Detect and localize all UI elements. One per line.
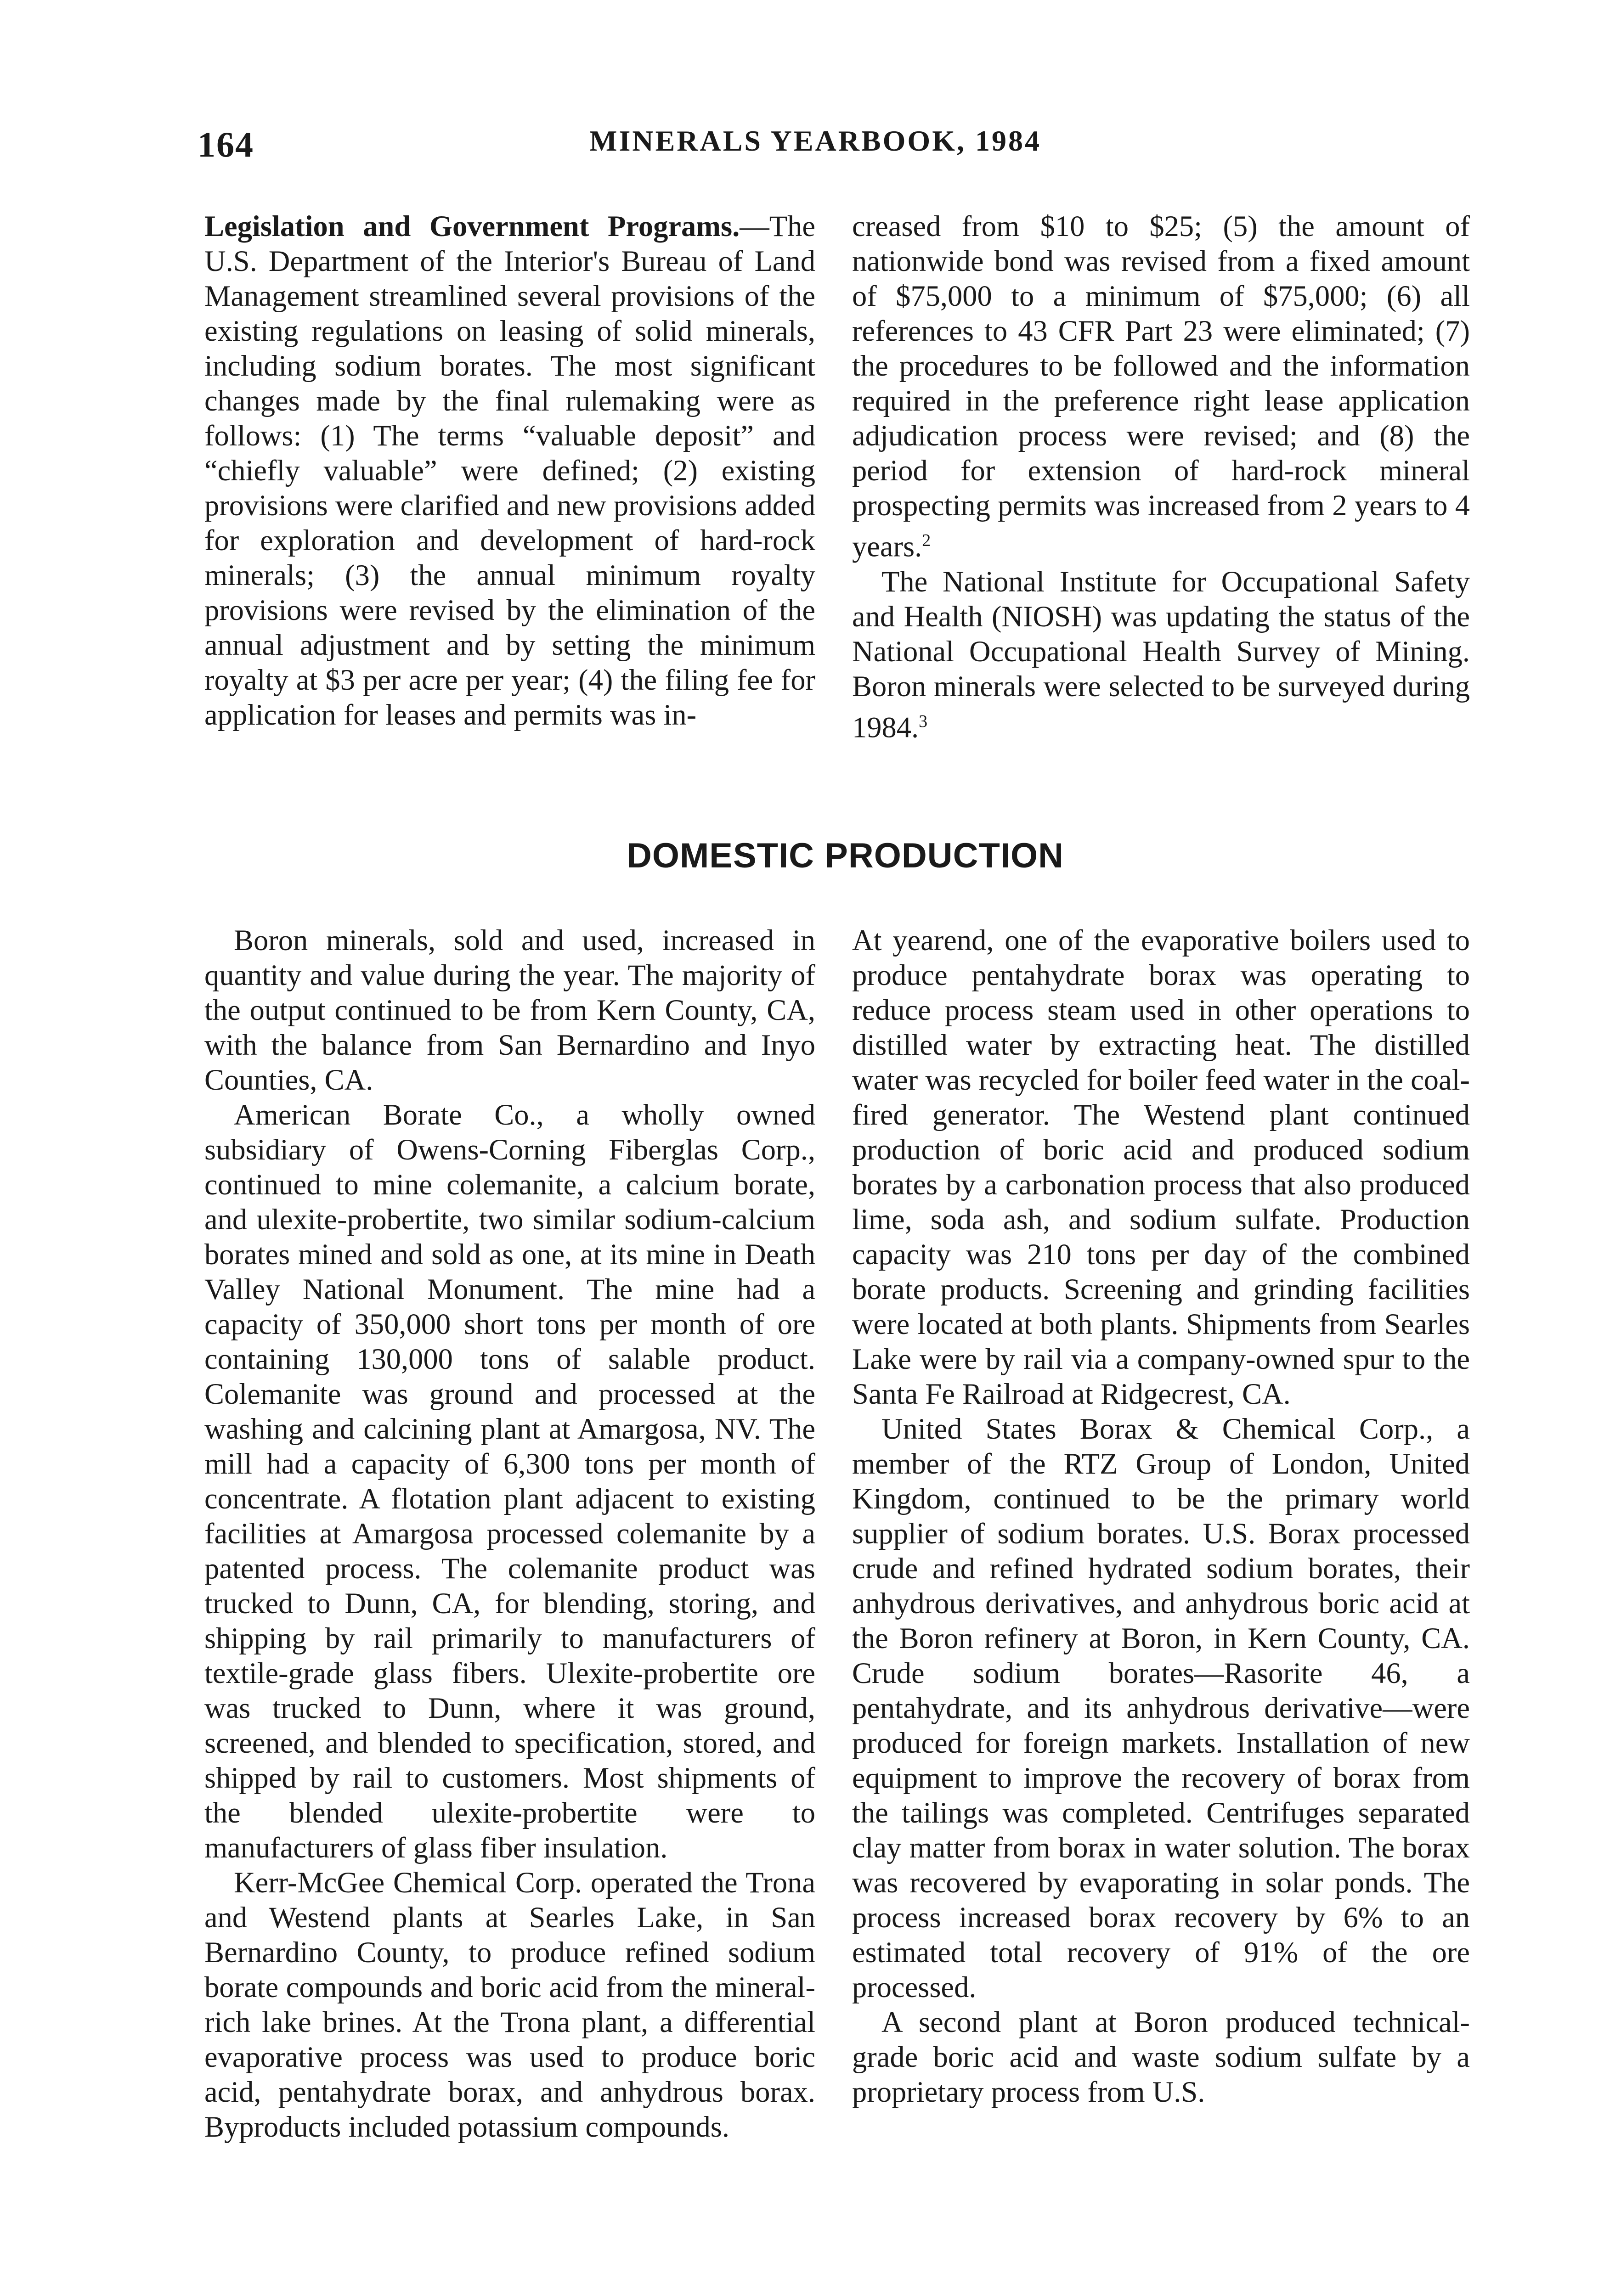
- paragraph-us-borax: United States Borax & Chemical Corp., a member of the RTZ Group of London, United Kingdom, continued to be the primary world supplier of sodium borates. U.S. Borax processed crude and refined hydrated sodium borates, their anhydrous derivatives, and anhydrous boric acid at the Boron refinery at Boron, in Kern County, CA. Crude sodium borates—Rasorite 46, a pentahydrate, and its anhydrous derivative—were produced for foreign markets. Installation of new equipment to improve the recovery of borax from the tailings was completed. Centrifuges separated clay matter from borax in water solution. The borax was recovered by evaporating in solar ponds. The process increased borax recovery by 6% to an estimated total recovery of 91% of the ore processed.: [852, 1412, 1470, 2003]
- legislation-paragraph-part2: [852, 209, 1470, 564]
- niosh-paragraph: [852, 564, 1470, 745]
- paragraph-american-borate: American Borate Co., a wholly owned subsidiary of Owens-Corning Fiberglas Corp., continued to mine colemanite, a calcium borate, and ulexite-probertite, two similar sodium-calcium borates mined and sold as one, at its mine in Death Valley National Monument. The mine had a capacity of 350,000 short tons per month of ore containing 130,000 tons of salable product. Colemanite was ground and processed at the washing and calcining plant at Amargosa, NV. The mill had a capacity of 6,300 tons per month of concentrate. A flotation plant adjacent to existing facilities at Amargosa processed colemanite by a patented process. The colemanite product was trucked to Dunn, CA, for blending, storing, and shipping by rail primarily to manufacturers of textile-grade glass fibers. Ulexite-probertite ore was trucked to Dunn, where it was ground, screened, and blended to specification, stored, and shipped by rail to customers. Most shipments of the blended ulexite-probertite were to manufacturers of glass fiber insulation.: [204, 1098, 815, 1864]
- running-header: [198, 124, 1378, 170]
- section-heading-domestic-production: DOMESTIC PRODUCTION: [626, 836, 1064, 875]
- legislation-text-part2: creased from $10 to $25; (5) the amount of nationwide bond was revised from a fixed amount of $75,000 to a minimum of $75,000; (6) all references to 43 CFR Part 23 were eliminated; (7) the procedures to be followed and the information required in the preference right lease application adjudication process were revised; and (8) the period for extension of hard-rock mineral prospecting permits was increased from 2 years to 4 years.: [852, 210, 1470, 563]
- legislation-column-left: [204, 209, 815, 732]
- paragraph-kerr-mcgee-part1: Kerr-McGee Chemical Corp. operated the Trona and Westend plants at Searles Lake, in San Bernardino County, to produce refined sodium borate compounds and boric acid from the mineral-rich lake brines. At the Trona plant, a differential evaporative process was used to produce boric acid, pentahydrate borax, and anhydrous borax. Byproducts included potassium compounds.: [204, 1866, 815, 2143]
- domestic-column-left: [204, 923, 815, 2144]
- niosh-text: The National Institute for Occupational Safety and Health (NIOSH) was updating the status of the National Occupational Health Survey of Mining. Boron minerals were selected to be surveyed during 1984.: [852, 565, 1470, 743]
- footnote-ref-3: 3: [919, 711, 928, 731]
- paragraph-second-plant: A second plant at Boron produced technical-grade boric acid and waste sodium sulfate by a proprietary process from U.S.: [852, 2006, 1470, 2108]
- legislation-heading: Legislation and Government Programs.: [204, 210, 740, 242]
- paragraph-kerr-mcgee-part2: At yearend, one of the evaporative boilers used to produce pentahydrate borax was operating to reduce process steam used in other operations to distilled water by extracting heat. The distilled water was recycled for boiler feed water in the coal-fired generator. The Westend plant continued production of boric acid and produced sodium borates by a carbonation process that also produced lime, soda ash, and sodium sulfate. Production capacity was 210 tons per day of the combined borate products. Screening and grinding facilities were located at both plants. Shipments from Searles Lake were by rail via a company-owned spur to the Santa Fe Railroad at Ridgecrest, CA.: [852, 924, 1470, 1410]
- legislation-paragraph-part1: [204, 209, 815, 732]
- page-number: 164: [198, 124, 254, 164]
- paragraph-boron-minerals: Boron minerals, sold and used, increased in quantity and value during the year. The majority of the output continued to be from Kern County, CA, with the balance from San Bernardino and Inyo Counties, CA.: [204, 924, 815, 1096]
- legislation-column-right: [852, 209, 1470, 745]
- publication-title: MINERALS YEARBOOK, 1984: [589, 124, 1041, 157]
- legislation-text-part1: —The U.S. Department of the Interior's Bureau of Land Management streamlined several provisions of the existing regulations on leasing of solid minerals, including sodium borates. The most significant changes made by the final rulemaking were as follows: (1) The terms “valuable deposit” and “chiefly valuable” were defined; (2) existing provisions were clarified and new provisions added for exploration and development of hard-rock minerals; (3) the annual minimum royalty provisions were revised by the elimination of the annual adjustment and by setting the minimum royalty at $3 per acre per year; (4) the filing fee for application for leases and permits was in-: [204, 210, 815, 731]
- domestic-column-right: [852, 923, 1470, 2110]
- footnote-ref-2: 2: [922, 531, 931, 550]
